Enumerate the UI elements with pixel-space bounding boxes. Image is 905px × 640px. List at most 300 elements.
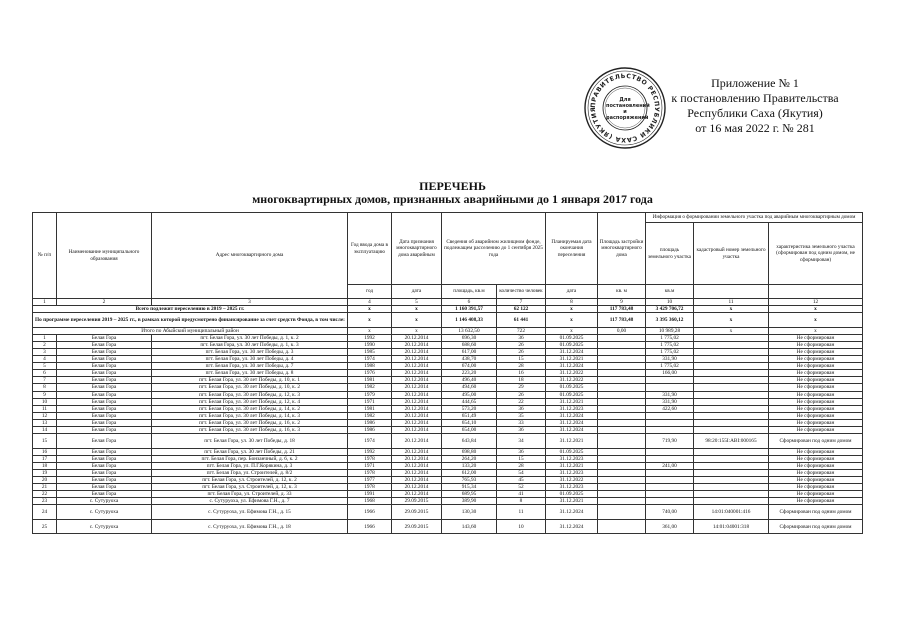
table-row [33, 476, 863, 483]
row-date: 20.12.2014 [392, 484, 442, 491]
row-number: 21 [33, 484, 57, 491]
row-land-char: Не сформирован [769, 469, 863, 476]
row-cadastre [694, 356, 769, 363]
table-row [33, 405, 863, 412]
row-number: 23 [33, 498, 57, 505]
document-subtitle: многоквартирных домов, признанных аварийными до 1 января 2017 года [252, 192, 653, 206]
row-municipality: Белая Гора [57, 377, 152, 384]
document-title: ПЕРЕЧЕНЬ [419, 179, 486, 193]
row-municipality: Белая Гора [57, 455, 152, 462]
row-planned-date: 31.12.2021 [546, 462, 598, 469]
row-date: 20.12.2014 [392, 476, 442, 483]
row-year: 1988 [348, 363, 392, 370]
row-cadastre: 14:01:04001:318 [694, 519, 769, 534]
row-land-area [646, 491, 694, 498]
col-number: 10 [646, 299, 694, 306]
row-year: 1974 [348, 356, 392, 363]
row-building-area [598, 370, 646, 377]
row-area: 133,20 [442, 462, 497, 469]
row-year: 1982 [348, 412, 392, 419]
row-land-area: 719,90 [646, 434, 694, 449]
header-planned-date: Планируемая дата окончания переселения [546, 213, 598, 285]
row-date: 20.12.2014 [392, 377, 442, 384]
row-municipality: Белая Гора [57, 448, 152, 455]
row-address: пгт. Белая Гора, ул. 30 лет Победы, д. 1, к. 3 [152, 341, 348, 348]
row-building-area [598, 455, 646, 462]
row-land-area: 1 775,02 [646, 363, 694, 370]
row-address: пгт. Белая Гора, ул. 30 лет Победы, д. 21 [152, 448, 348, 455]
table-row [33, 391, 863, 398]
row-address: пгт. Белая Гора, ул. 30 лет Победы, д. 10, к. 1 [152, 377, 348, 384]
row-cadastre [694, 469, 769, 476]
row-planned-date: 31.12.2024 [546, 348, 598, 355]
row-municipality: Белая Гора [57, 391, 152, 398]
row-land-char: Не сформирован [769, 455, 863, 462]
row-year: 1981 [348, 377, 392, 384]
row-planned-date: 01.09.2025 [546, 491, 598, 498]
row-date: 29.09.2015 [392, 519, 442, 534]
summary-cell: 1 160 391,57 [442, 306, 497, 313]
row-land-char: Не сформирован [769, 498, 863, 505]
row-cadastre [694, 334, 769, 341]
row-number: 24 [33, 505, 57, 520]
summary-cell: х [348, 313, 392, 328]
unit-date: дата [392, 285, 442, 299]
row-land-char: Не сформирован [769, 398, 863, 405]
row-number: 3 [33, 348, 57, 355]
row-area: 389,90 [442, 498, 497, 505]
col-number: 12 [769, 299, 863, 306]
unit-area: площадь, кв.м [442, 285, 497, 299]
row-land-char: Не сформирован [769, 370, 863, 377]
summary-cell: х [392, 306, 442, 313]
row-planned-date: 31.12.2024 [546, 363, 598, 370]
row-date: 20.12.2014 [392, 462, 442, 469]
row-area: 143,60 [442, 519, 497, 534]
row-address: пгт. Белая Гора, ул. 30 лет Победы, д. 12, к. 3 [152, 391, 348, 398]
row-land-char: Сформирован под одним домом [769, 434, 863, 449]
row-municipality: Белая Гора [57, 341, 152, 348]
summary-cell: 62 122 [497, 306, 546, 313]
row-planned-date: 31.12.2021 [546, 498, 598, 505]
row-cadastre [694, 405, 769, 412]
row-address: с. Сутуруоха, ул. Ефимова Г.Н., д. 18 [152, 519, 348, 534]
row-land-char: Не сформирован [769, 341, 863, 348]
row-municipality: с. Сутуруоха [57, 505, 152, 520]
row-year: 1971 [348, 462, 392, 469]
col-number: 4 [348, 299, 392, 306]
summary-row [33, 327, 863, 334]
appendix-line-2: к постановлению Правительства [671, 91, 839, 105]
row-year: 1974 [348, 434, 392, 449]
summary-cell: х [348, 327, 392, 334]
summary-cell: х [694, 313, 769, 328]
row-cadastre [694, 448, 769, 455]
row-planned-date: 31.12.2023 [546, 469, 598, 476]
row-planned-date: 31.12.2024 [546, 505, 598, 520]
unit-planned: дата [546, 285, 598, 299]
row-land-area [646, 377, 694, 384]
row-people: 36 [497, 405, 546, 412]
row-land-char: Сформирован под одним домом [769, 519, 863, 534]
row-area: 651,49 [442, 412, 497, 419]
row-address: пгт. Белая Гора, ул. 30 лет Победы, д. 7 [152, 363, 348, 370]
row-people: 28 [497, 363, 546, 370]
row-land-char: Не сформирован [769, 384, 863, 391]
row-number: 22 [33, 491, 57, 498]
table-row [33, 519, 863, 534]
row-date: 20.12.2014 [392, 419, 442, 426]
row-area: 494,60 [442, 384, 497, 391]
row-year: 1968 [348, 498, 392, 505]
col-number: 6 [442, 299, 497, 306]
row-people: 16 [497, 370, 546, 377]
row-date: 20.12.2014 [392, 348, 442, 355]
row-land-area: 331,90 [646, 391, 694, 398]
summary-cell: х [694, 327, 769, 334]
row-date: 20.12.2014 [392, 356, 442, 363]
row-planned-date: 31.12.2024 [546, 419, 598, 426]
row-area: 617,00 [442, 348, 497, 355]
row-land-area: 740,00 [646, 505, 694, 520]
row-cadastre [694, 391, 769, 398]
row-building-area [598, 377, 646, 384]
col-number: 11 [694, 299, 769, 306]
summary-cell: 61 441 [497, 313, 546, 328]
table-row [33, 384, 863, 391]
row-land-area [646, 476, 694, 483]
row-people: 45 [497, 476, 546, 483]
row-land-char: Не сформирован [769, 476, 863, 483]
row-number: 16 [33, 448, 57, 455]
header-address: Адрес многоквартирного дома [152, 213, 348, 299]
row-building-area [598, 462, 646, 469]
row-land-area [646, 498, 694, 505]
row-area: 130,30 [442, 505, 497, 520]
row-building-area [598, 448, 646, 455]
row-cadastre [694, 384, 769, 391]
row-year: 1981 [348, 405, 392, 412]
row-year: 1990 [348, 341, 392, 348]
row-year: 1982 [348, 384, 392, 391]
row-building-area [598, 498, 646, 505]
row-land-char: Не сформирован [769, 348, 863, 355]
row-building-area [598, 476, 646, 483]
summary-cell: х [769, 306, 863, 313]
row-planned-date: 31.12.2024 [546, 427, 598, 434]
row-area: 495,00 [442, 391, 497, 398]
header-year: Год ввода дома в эксплуатацию [348, 213, 392, 285]
row-number: 13 [33, 419, 57, 426]
row-address: с. Сутуруоха, ул. Ефимова Г.Н., д. 15 [152, 505, 348, 520]
row-cadastre [694, 412, 769, 419]
row-area: 765,93 [442, 476, 497, 483]
row-people: 36 [497, 448, 546, 455]
appendix-line-3: Республики Саха (Якутия) [687, 106, 823, 120]
row-building-area [598, 398, 646, 405]
col-number: 9 [598, 299, 646, 306]
row-land-char: Не сформирован [769, 448, 863, 455]
row-address: пгт. Белая Гора, ул. 30 лет Победы, д. 16, к. 2 [152, 419, 348, 426]
row-date: 20.12.2014 [392, 448, 442, 455]
table-row [33, 370, 863, 377]
row-land-area [646, 455, 694, 462]
table-row [33, 341, 863, 348]
row-cadastre [694, 491, 769, 498]
row-land-char: Не сформирован [769, 412, 863, 419]
row-people: 41 [497, 491, 546, 498]
header-land-char: характеристика земельного участка (сформирован под одним домом, не сформирован) [769, 223, 863, 285]
row-date: 20.12.2014 [392, 405, 442, 412]
row-area: 643,84 [442, 434, 497, 449]
row-address: пгт. Белая Гора, ул. 30 лет Победы, д. 10, к. 2 [152, 384, 348, 391]
row-land-char: Не сформирован [769, 491, 863, 498]
row-number: 4 [33, 356, 57, 363]
row-cadastre [694, 398, 769, 405]
summary-cell: х [348, 306, 392, 313]
row-municipality: Белая Гора [57, 434, 152, 449]
row-municipality: Белая Гора [57, 484, 152, 491]
row-planned-date: 31.12.2022 [546, 377, 598, 384]
row-area: 688,60 [442, 341, 497, 348]
row-number: 14 [33, 427, 57, 434]
row-cadastre [694, 348, 769, 355]
col-number: 8 [546, 299, 598, 306]
summary-cell: 117 783,48 [598, 306, 646, 313]
row-municipality: Белая Гора [57, 462, 152, 469]
summary-cell: х [392, 327, 442, 334]
header-housing-group: Сведения об аварийном жилищном фонде, подлежащем расселению до 1 сентября 2025 года [442, 213, 546, 285]
col-number: 5 [392, 299, 442, 306]
row-municipality: Белая Гора [57, 491, 152, 498]
table-row [33, 427, 863, 434]
row-municipality: Белая Гора [57, 427, 152, 434]
row-land-area [646, 469, 694, 476]
row-municipality: Белая Гора [57, 476, 152, 483]
row-year: 1979 [348, 391, 392, 398]
summary-label: По программе переселения 2019 – 2025 гг., в рамках которой предусмотрено финансирование за счет средств Фонда, в том числе: [33, 313, 348, 328]
unit-year: год [348, 285, 392, 299]
summary-cell: х [392, 313, 442, 328]
header-building-area: Площадь застройки многоквартирного дома [598, 213, 646, 285]
row-people: 18 [497, 377, 546, 384]
row-area: 438,70 [442, 356, 497, 363]
row-people: 26 [497, 348, 546, 355]
row-building-area [598, 412, 646, 419]
row-building-area [598, 434, 646, 449]
header-municipality: Наименование муниципального образования [57, 213, 152, 299]
row-date: 29.09.2015 [392, 498, 442, 505]
row-number: 11 [33, 405, 57, 412]
row-number: 12 [33, 412, 57, 419]
header-land-group: Информация о формировании земельного участка под аварийным многоквартирным домом [646, 213, 863, 223]
row-date: 20.12.2014 [392, 398, 442, 405]
row-people: 15 [497, 356, 546, 363]
stamp-center-text: Для постановлений и распоряжений [606, 97, 650, 121]
row-land-area: 1 775,02 [646, 341, 694, 348]
row-planned-date: 01.09.2025 [546, 448, 598, 455]
row-land-char: Не сформирован [769, 363, 863, 370]
row-land-char: Сформирован под одним домом [769, 505, 863, 520]
col-number: 1 [33, 299, 57, 306]
summary-cell: х [694, 306, 769, 313]
row-cadastre [694, 498, 769, 505]
summary-cell: х [769, 313, 863, 328]
summary-cell: х [769, 327, 863, 334]
row-planned-date: 31.12.2022 [546, 370, 598, 377]
row-area: 223,20 [442, 370, 497, 377]
row-people: 52 [497, 484, 546, 491]
summary-row [33, 306, 863, 313]
row-land-area: 361,00 [646, 519, 694, 534]
row-land-area: 331,90 [646, 356, 694, 363]
row-land-char: Не сформирован [769, 419, 863, 426]
row-land-char: Не сформирован [769, 334, 863, 341]
row-year: 1977 [348, 476, 392, 483]
row-date: 20.12.2014 [392, 412, 442, 419]
row-municipality: Белая Гора [57, 384, 152, 391]
row-cadastre [694, 370, 769, 377]
row-land-char: Не сформирован [769, 377, 863, 384]
row-building-area [598, 491, 646, 498]
row-area: 698,80 [442, 448, 497, 455]
row-land-area [646, 384, 694, 391]
row-number: 5 [33, 363, 57, 370]
table-row [33, 334, 863, 341]
row-land-char: Не сформирован [769, 391, 863, 398]
row-land-area [646, 419, 694, 426]
row-address: пгт. Белая Гора, ул. 30 лет Победы, д. 14, к. 2 [152, 405, 348, 412]
row-building-area [598, 405, 646, 412]
table-row [33, 469, 863, 476]
row-area: 654,10 [442, 419, 497, 426]
row-planned-date: 31.12.2021 [546, 398, 598, 405]
summary-cell: х [546, 306, 598, 313]
row-building-area [598, 356, 646, 363]
row-number: 19 [33, 469, 57, 476]
row-address: пгт. Белая Гора, ул. Строителей, д. 12, к. 3 [152, 484, 348, 491]
header-land-area: площадь земельного участка [646, 223, 694, 285]
row-date: 20.12.2014 [392, 427, 442, 434]
row-date: 20.12.2014 [392, 384, 442, 391]
row-building-area [598, 505, 646, 520]
row-date: 20.12.2014 [392, 469, 442, 476]
col-number: 2 [57, 299, 152, 306]
row-people: 26 [497, 391, 546, 398]
summary-cell: 3 429 706,72 [646, 306, 694, 313]
row-number: 25 [33, 519, 57, 534]
row-building-area [598, 384, 646, 391]
row-municipality: Белая Гора [57, 370, 152, 377]
summary-label: Итого по Абыйский муниципальный район [33, 327, 348, 334]
row-address: пгт. Белая Гора, ул. Строителей, д. 33 [152, 491, 348, 498]
summary-label: Всего подлежит переселению в 2019 – 2025 гг. [33, 306, 348, 313]
row-cadastre [694, 341, 769, 348]
row-building-area [598, 484, 646, 491]
unit-land: кв.м [646, 285, 694, 299]
row-cadastre: 98:20:155I:ABI:000165 [694, 434, 769, 449]
row-year: 1978 [348, 469, 392, 476]
row-year: 1966 [348, 505, 392, 520]
row-number: 9 [33, 391, 57, 398]
row-land-char: Не сформирован [769, 405, 863, 412]
row-municipality: Белая Гора [57, 398, 152, 405]
summary-cell: х [546, 313, 598, 328]
stamp-ring-text: ПРАВИТЕЛЬСТВО РЕСПУБЛИКИ САХА (ЯКУТИЯ [589, 72, 661, 144]
row-planned-date: 31.12.2021 [546, 434, 598, 449]
row-number: 8 [33, 384, 57, 391]
row-area: 264,20 [442, 455, 497, 462]
row-municipality: Белая Гора [57, 412, 152, 419]
row-address: пгт. Белая Гора, ул. Строителей, д. 12, к. 2 [152, 476, 348, 483]
row-people: 15 [497, 455, 546, 462]
row-planned-date: 31.12.2023 [546, 455, 598, 462]
row-area: 444,65 [442, 398, 497, 405]
summary-row [33, 313, 863, 328]
row-land-area: 241,00 [646, 462, 694, 469]
row-year: 1976 [348, 370, 392, 377]
row-address: пгт. Белая Гора, пер. Бонзанчный, д. 6, к. 2 [152, 455, 348, 462]
summary-cell: х [546, 327, 598, 334]
row-municipality: Белая Гора [57, 348, 152, 355]
row-area: 654,00 [442, 427, 497, 434]
row-cadastre [694, 476, 769, 483]
row-area: 696,30 [442, 334, 497, 341]
row-date: 29.09.2015 [392, 505, 442, 520]
row-area: 573,20 [442, 405, 497, 412]
row-people: 10 [497, 519, 546, 534]
table-row [33, 505, 863, 520]
col-number: 7 [497, 299, 546, 306]
row-area: 915,34 [442, 484, 497, 491]
row-number: 7 [33, 377, 57, 384]
row-year: 1985 [348, 348, 392, 355]
table-row [33, 448, 863, 455]
row-address: пгт. Белая Гора, ул. Строителей, д. 8/2 [152, 469, 348, 476]
row-land-area [646, 412, 694, 419]
row-date: 20.12.2014 [392, 341, 442, 348]
row-address: пгт. Белая Гора, ул. 30 лет Победы, д. 12, к. 4 [152, 398, 348, 405]
row-cadastre [694, 455, 769, 462]
row-year: 1971 [348, 398, 392, 405]
row-address: с. Сутуруоха, ул. Ефимова Г.Н., д. 7 [152, 498, 348, 505]
summary-cell: 0,00 [598, 327, 646, 334]
row-number: 15 [33, 434, 57, 449]
row-building-area [598, 419, 646, 426]
row-number: 6 [33, 370, 57, 377]
row-address: пгт. Белая Гора, ул. 30 лет Победы, д. 1, к. 2 [152, 334, 348, 341]
summary-cell: 13 632,50 [442, 327, 497, 334]
row-land-area: 422,60 [646, 405, 694, 412]
unit-people: количество человек [497, 285, 546, 299]
row-address: пгт. Белая Гора, ул. 30 лет Победы, д. 3 [152, 348, 348, 355]
row-municipality: Белая Гора [57, 405, 152, 412]
row-land-char: Не сформирован [769, 356, 863, 363]
header-cadastre: кадастровый номер земельного участка [694, 223, 769, 285]
row-building-area [598, 391, 646, 398]
row-year: 1991 [348, 491, 392, 498]
row-planned-date: 31.12.2024 [546, 412, 598, 419]
row-land-char: Не сформирован [769, 427, 863, 434]
row-number: 17 [33, 455, 57, 462]
table-row [33, 434, 863, 449]
row-people: 36 [497, 334, 546, 341]
row-land-area [646, 484, 694, 491]
table-row [33, 419, 863, 426]
row-address: пгт. Белая Гора, ул. П.Г.Корякина, д. 3 [152, 462, 348, 469]
col-number: 3 [152, 299, 348, 306]
row-area: 496,40 [442, 377, 497, 384]
